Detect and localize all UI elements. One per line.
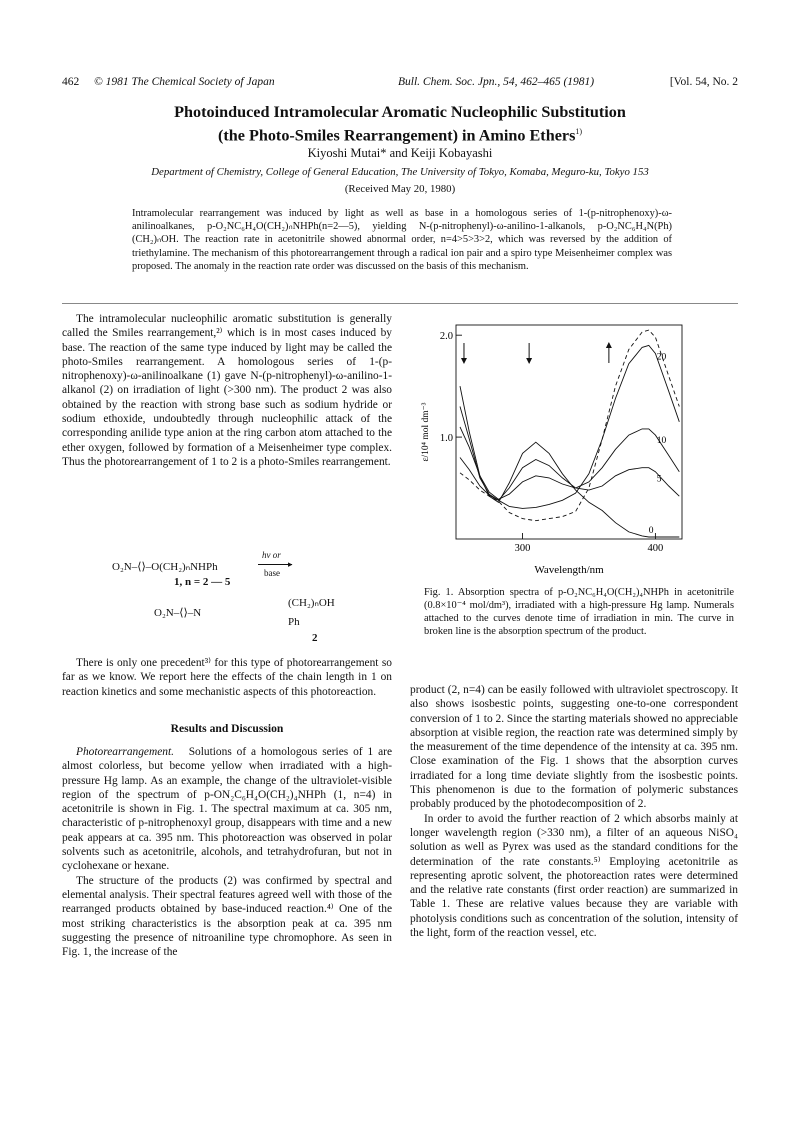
page-number: 462 [62,76,80,88]
series-label: 5 [656,474,662,485]
precedent-paragraph [62,656,392,699]
time-arrow-head [606,342,612,348]
right-column-text [410,683,738,940]
results-lead: Photorearrangement. [76,746,174,758]
series-label: 0 [648,525,654,536]
authors: Kiyoshi Mutai* and Keiji Kobayashi [307,146,493,160]
scheme-product: O₂N–⟨⟩–N [154,607,202,619]
title-footnote: 1) [575,127,583,136]
absorption-spectrum-chart [410,317,740,585]
paper-title [62,102,738,145]
series-label: 20 [656,352,667,363]
reaction-arrow [258,564,292,565]
scheme-product-top: (CH₂)ₙOH [288,597,335,609]
results-paragraphs [62,745,392,959]
y-tick-label: 2.0 [439,331,453,343]
plot-frame [456,325,682,539]
affiliation: Department of Chemistry, College of General Education, The University of Tokyo, Komaba, Meguro-ku, Tokyo 153 [151,166,649,178]
scheme-condition-bottom: base [264,568,280,578]
running-header [62,76,738,94]
series-line [460,427,679,499]
title-line-2: (the Photo-Smiles Rearrangement) in Amino Ethers [217,126,576,145]
y-axis-label: ε/10⁴ mol dm⁻³ [421,402,431,462]
section-heading: Results and Discussion [170,722,284,735]
x-axis-label: Wavelength/nm [534,564,604,576]
x-tick-label: 300 [514,543,531,554]
series-line [460,330,679,521]
time-arrow-head [526,358,532,364]
series-label: 10 [656,435,667,446]
scheme-reactant: O₂N–⟨⟩–O(CH₂)ₙNHPh [112,561,218,573]
title-line-1: Photoinduced Intramolecular Aromatic Nucleophilic Substitution [174,103,626,121]
reaction-scheme [112,550,372,644]
time-arrow-head [461,358,467,364]
divider [62,303,738,304]
x-tick-label: 400 [647,543,664,554]
right-paragraph-1: product (2, n=4) can be easily followed with ultraviolet spectroscopy. It also shows isosbestic points, suggesting one-to-one correspondent conversion of 1 to 2. Since the starting materials showed no appreciable absorption at visible region, the reaction rate was determined simply by the measurement of the time dependence of the intensity at ca. 395 nm. Close examination of the Fig. 1 shows that the absorption curves irradiated for a long time deviate slightly from the isosbestic points. This phenomenon is due to the formation of polymeric substances probably produced by the photodecomposition of 2. [410,684,738,811]
results-text: Solutions of a homologous series of 1 are almost colorless, but become yellow when irradiated with a high-pressure Hg lamp. As an example, the change of the ultraviolet-visible region of the spectrum of p-ON₂C₆H₄O(CH₂)₄NHPh (1, n=4) in acetonitrile is shown in Fig. 1. The spectral maximum at ca. 305 nm, characteristic of p-nitrophenoxyl group, disappears with time and a new peak appears at ca. 395 nm. This photoreaction was observed in polar solvents such as acetonitrile, alcohols, and tetrahydrofuran, but not in cyclohexane or hexane. [62,746,392,873]
copyright: © 1981 The Chemical Society of Japan [94,76,275,88]
scheme-product-bottom: Ph [288,616,300,628]
scheme-reactant-label: 1, n = 2 — 5 [174,576,231,588]
abstract: Intramolecular rearrangement was induced by light as well as base in a homologous series of 1-(p-nitrophenoxy)-ω-anilinoalkanes, p-O₂NC₆H₄O(CH₂)ₙNHPh(n=2—5), yielding N-(p-nitrophenyl)-ω-anilino-1-alkanols, p-O₂NC₆H₄N(Ph)(CH₂)ₙOH. The reaction rate in acetonitrile showed abnormal order, n=4>5>3>2, which was reversed by the addition of triethylamine. The mechanism of this photorearrangement through a radical ion pair and a spiro type Meisenheimer complex was proposed. The anomaly in the reaction rate order was discussed on the basis of this mechanism. [132,208,672,272]
citation: Bull. Chem. Soc. Jpn., 54, 462–465 (1981) [398,76,595,88]
intro-text: The intramolecular nucleophilic aromatic substitution is generally called the Smiles rearrangement,²⁾ which is in most cases induced by base. The reaction of the same type induced by light may be called the photo-Smiles rearrangement. A homologous series of 1-(p-nitrophenoxy)-ω-anilinoalkane (1) gave N-(p-nitrophenyl)-ω-anilino-1-alkanol (2) on irradiation of light (>300 nm). The product 2 was also obtained by the reaction with strong base such as sodium hydride or sodium ethoxide, undoubtedly through nucleophilic attack of the corresponding anilide type anion at the ring carbon atom attached to the ether oxygen, followed by formation of a Meisenheimer type complex. Thus the photorearrangement of 1 to 2 is a photo-Smiles rearrangement. [62,313,392,468]
scheme-product-label: 2 [312,632,318,644]
figure-caption: Fig. 1. Absorption spectra of p-O₂NC₆H₄O(CH₂)₄NHPh in acetonitrile (0.8×10⁻⁴ mol/dm³), irradiated with a high-pressure Hg lamp. Numerals attached to the curves denote time of irradiation in min. The curve in broken line is the absorption spectrum of the product. [424,587,734,637]
reaction-arrow-head: ▸ [288,559,293,569]
volume: [Vol. 54, No. 2 [669,76,738,88]
received-date: (Received May 20, 1980) [344,183,456,195]
scheme-condition-top: hν or [262,550,281,560]
intro-paragraph [62,312,392,469]
right-paragraph-2: In order to avoid the further reaction of 2 which absorbs mainly at longer wavelength region (>330 nm), a filter of an aqueous NiSO₄ solution as well as Pyrex was used as the standard conditions for the determination of the rate constants.⁵⁾ Employing acetonitrile as representing aprotic solvent, the photoreaction rates were determined and the relative rate constants (first order reaction) are summarized in Table 1. These are relative values because they are variable with photolysis conditions such as concentration of the solution, intensity of the light, form of the reaction vessel, etc. [410,812,738,940]
precedent-text: There is only one precedent³⁾ for this type of photorearrangement so far as we know. We report here the effects of the chain length in 1 on reaction kinetics and some mechanistic aspects of this photoreaction. [62,657,392,698]
structure-text: The structure of the products (2) was confirmed by spectral and elemental analysis. Their spectral features agreed well with those of the rearranged products obtained by base-induced reaction.⁴⁾ One of the most striking characteristics is the absorption peak at ca. 395 nm suggesting the presence of nitroaniline type chromophore. As seen in Fig. 1, the increase of the [62,874,392,959]
series-line [460,386,679,537]
y-tick-label: 1.0 [439,433,453,445]
